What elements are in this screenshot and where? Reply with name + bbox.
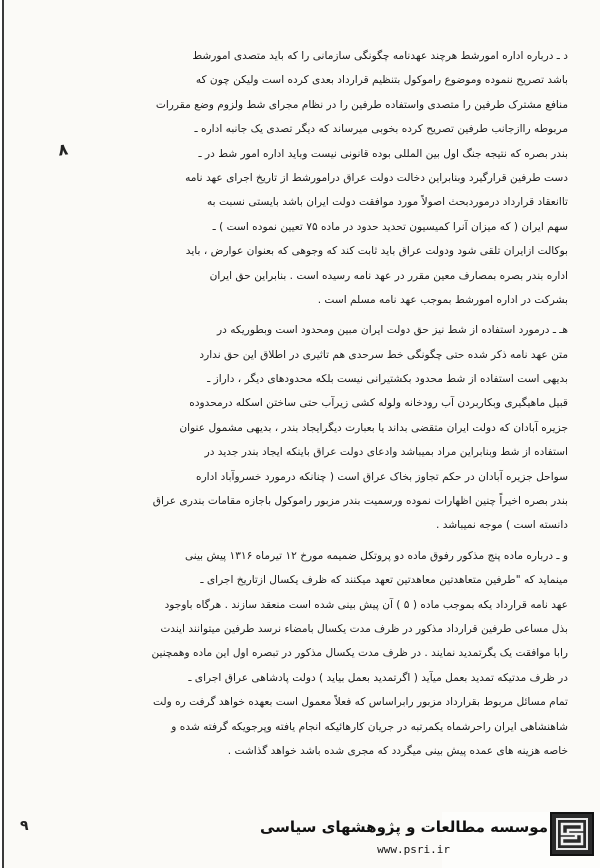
document-page — [2, 0, 600, 868]
paragraph-d — [42, 44, 568, 312]
text-line: بشرکت در اداره امورشط بموجب عهد نامه مسلم است . — [317, 293, 568, 306]
text-line: قبیل ماهیگیری وبکاربردن آب رودخانه ولوله کشی زیرآب حتی ساختن اسکله درمحدوده — [189, 397, 568, 410]
text-line: تاانعقاد قرارداد درموردبحث اصولاً مورد موافقت دولت ایران باشد بایستی نسبت به — [207, 196, 568, 209]
text-line: جزیره آبادان که دولت ایران متقضی بداند یا بعبارت دیگرایجاد بندر ، بدیهی مشمول عنوان — [179, 421, 568, 434]
text-line: بوکالت ازایران تلقی شود ودولت عراق باید ثابت کند که وجوهی که بعنوان عوارض ، باید — [185, 245, 568, 258]
text-line: بندر بصره که نتیجه جنگ اول بین المللی بوده قانونی نیست وباید اداره امور شط در ـ — [198, 147, 568, 160]
text-line: در ظرف مدتیکه تمدید بعمل میآید ( اگرتمدید بعمل بیاید ) دولت پادشاهی عراق اجرای ـ — [188, 671, 568, 684]
text-line: سواحل جزیره آبادان در حکم تجاوز بخاک عراق است ( چنانکه درمورد خسروآباد اداره — [196, 470, 568, 483]
text-line: متن عهد نامه ذکر شده حتی چگونگی خط سرحدی هم تاثیری در اطلاق این حق ندارد — [199, 348, 568, 361]
text-line: مربوطه راازجانب طرفین تصریح کرده بخوبی میرساند که دیگر تصدی یک جانبه اداره ـ — [194, 123, 568, 136]
document-body — [42, 44, 568, 763]
text-line: بذل مساعی طرفین قرارداد مذکور در ظرف مدت یکسال بامضاء نرسد طرفین میتوانند ایندت — [160, 622, 568, 635]
website-link[interactable]: www.psri.ir — [377, 843, 450, 856]
text-line: مینماید که "طرفین متعاهدتین معاهدتین تعهد میکنند که ظرف یکسال ازتاریخ اجرای ـ — [200, 574, 568, 587]
text-line: باشد تصریح ننموده وموضوع راموکول بتنظیم قرارداد بعدی کرده است ولیکن چون که — [195, 74, 568, 87]
text-line: عهد نامه قرارداد یکه بموجب ماده ( ۵ ) آن پیش بینی شده است منعقد سازند . هرگاه باوجود — [164, 598, 568, 611]
institute-logo — [550, 812, 594, 856]
text-line: و ـ درباره ماده پنج مذکور رفوق ماده دو پروتکل ضمیمه مورخ ۱۲ تیرماه ۱۳۱۶ پیش بینی — [184, 549, 568, 562]
text-line: استفاده از شط وبنابراین مراد بمیباشد وادعای دولت عراق باینکه ایجاد بندر جدید در — [204, 446, 568, 459]
page-binding-edge — [2, 0, 4, 868]
text-line: اداره بندر بصره بمصارف معین مقرر در عهد نامه رسیده است . بنابراین حق ایران — [209, 269, 568, 282]
text-line: هـ ـ درمورد استفاده از شط نیز حق دولت ایران مبین ومحدود است وبطوریکه در — [217, 324, 568, 337]
paragraph-h — [42, 318, 568, 538]
text-line: تمام مسائل مربوط بقرارداد مزبور رابراساس که فعلاً معمول است بعهده خواهد گرفت ره ولت — [153, 696, 568, 709]
logo-emblem-icon — [556, 818, 588, 850]
text-line: بندر بصره اخیراً چنین اظهارات نموده ورسمیت بندر مزبور راموکول باجازه مقامات بندری عراق — [152, 495, 568, 508]
text-line: د ـ درباره اداره امورشط هرچند عهدنامه چگونگی سازمانی را که باید متصدی امورشط — [192, 50, 568, 62]
margin-annotation: ۸ — [56, 139, 70, 160]
text-line: سهم ایران ( که میزان آنرا کمیسیون تحدید حدود در ماده ۷۵ تعیین نموده است ) ـ — [212, 220, 568, 233]
text-line: رابا موافقت یک یگرتمدید نمایند . در ظرف مدت یکسال مذکور در تبصره اول این ماده وهمچنین — [151, 647, 568, 660]
text-line: دست طرفین قرارگیرد وبنابراین دخالت دولت عراق درامورشط از تاریخ اجرای عهد نامه — [185, 171, 568, 184]
margin-annotation: ۹ — [20, 818, 29, 834]
institute-name: موسسه مطالعات و پژوهشهای سیاسی — [259, 818, 548, 836]
text-line: خاصه هزینه های عمده پیش بینی میگردد که مجری شده باشد خواهد گذاشت . — [227, 744, 568, 757]
text-line: منافع مشترک طرفین را متصدی واستفاده طرفین را در نظام مجرای شط ولزوم وضع مقررات — [155, 98, 568, 111]
text-line: بدیهی است استفاده از شط محدود بکشتیرانی نیست بلکه محدودهای دیگر ، داراز ـ — [207, 373, 568, 386]
paragraph-v — [42, 544, 568, 764]
text-line: شاهنشاهی ایران راحرشماه یکمرتبه در جریان کارهائیکه انجام یافته وپرجویکه گرفته شده و — [171, 720, 568, 733]
text-line: دانسته است ) موجه نمیباشد . — [435, 519, 568, 532]
